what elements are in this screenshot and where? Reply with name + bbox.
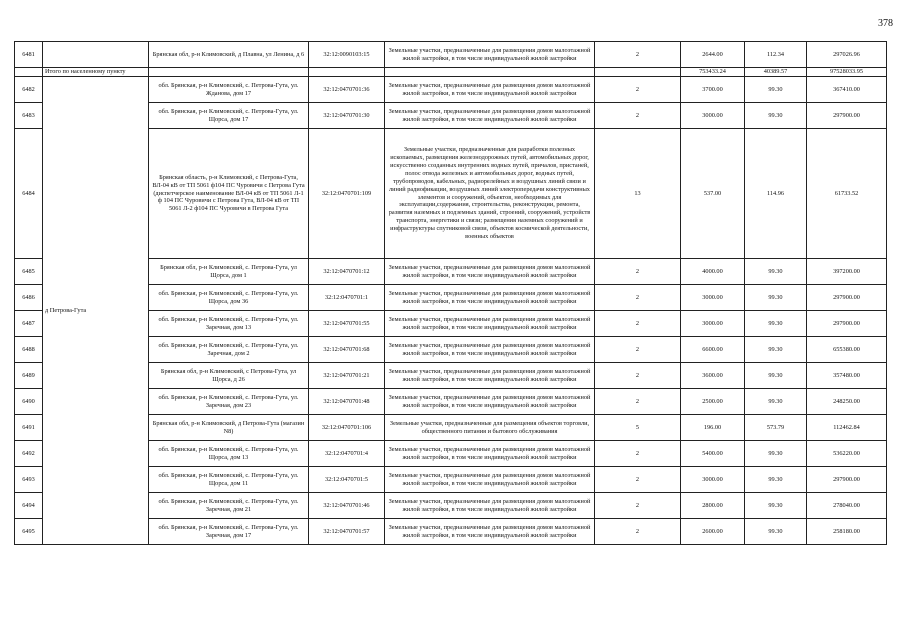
page-number: 378 (878, 18, 893, 29)
cadastral-number-cell: 32:12:0470701:21 (309, 363, 385, 389)
area-cell: 3000.00 (681, 103, 745, 129)
area-cell: 3000.00 (681, 467, 745, 493)
row-number: 6492 (15, 441, 43, 467)
specific-value-cell: 99.30 (745, 103, 807, 129)
land-use-kind-cell: 2 (595, 42, 681, 68)
cadastral-number-cell: 32:12:0470701:30 (309, 103, 385, 129)
land-use-cell: Земельные участки, предназначенные для размещения домов малоэтажной жилой застройки, в том числе индивидуальной жилой застройки (385, 103, 595, 129)
subtotal-empty-cell (149, 68, 309, 77)
land-use-cell: Земельные участки, предназначенные для размещения домов малоэтажной жилой застройки, в том числе индивидуальной жилой застройки (385, 363, 595, 389)
land-use-kind-cell: 2 (595, 389, 681, 415)
settlement-cell (43, 42, 149, 68)
subtotal-empty-cell (309, 68, 385, 77)
land-use-kind-cell: 5 (595, 415, 681, 441)
cadastral-number-cell: 32:12:0470701:36 (309, 77, 385, 103)
subtotal-cadastral-value: 97528033.95 (807, 68, 887, 77)
cadastral-value-table (14, 41, 887, 545)
table-body (15, 42, 887, 545)
land-use-kind-cell: 2 (595, 285, 681, 311)
address-cell: обл. Брянская, р-н Климовский, с. Петрова-Гута, ул. Щорса, дом 11 (149, 467, 309, 493)
specific-value-cell: 573.79 (745, 415, 807, 441)
subtotal-empty-cell (385, 68, 595, 77)
land-use-kind-cell: 2 (595, 77, 681, 103)
land-use-kind-cell: 2 (595, 337, 681, 363)
area-cell: 196.00 (681, 415, 745, 441)
cadastral-value-cell: 655380.00 (807, 337, 887, 363)
address-cell: обл. Брянская, р-н Климовский, с. Петрова-Гута, ул. Заречная, дом 2 (149, 337, 309, 363)
subtotal-num-cell (15, 68, 43, 77)
land-use-cell: Земельные участки, предназначенные для размещения домов малоэтажной жилой застройки, в том числе индивидуальной жилой застройки (385, 389, 595, 415)
land-use-cell: Земельные участки, предназначенные для размещения домов малоэтажной жилой застройки, в том числе индивидуальной жилой застройки (385, 42, 595, 68)
cadastral-number-cell: 32:12:0470701:68 (309, 337, 385, 363)
cadastral-number-cell: 32:12:0470701:57 (309, 519, 385, 545)
specific-value-cell: 99.30 (745, 259, 807, 285)
row-number: 6487 (15, 311, 43, 337)
row-number: 6490 (15, 389, 43, 415)
cadastral-value-cell: 367410.00 (807, 77, 887, 103)
specific-value-cell: 99.30 (745, 493, 807, 519)
cadastral-number-cell: 32:12:0470701:48 (309, 389, 385, 415)
row-number: 6495 (15, 519, 43, 545)
address-cell: обл. Брянская, р-н Климовский, с. Петрова-Гута, ул. Жданова, дом 17 (149, 77, 309, 103)
area-cell: 2644.00 (681, 42, 745, 68)
cadastral-value-cell: 278040.00 (807, 493, 887, 519)
specific-value-cell: 99.30 (745, 441, 807, 467)
row-number: 6484 (15, 129, 43, 259)
row-number: 6483 (15, 103, 43, 129)
cadastral-number-cell: 32:12:0470701:46 (309, 493, 385, 519)
cadastral-value-cell: 297900.00 (807, 311, 887, 337)
area-cell: 4000.00 (681, 259, 745, 285)
address-cell: обл. Брянская, р-н Климовский, с. Петрова-Гута, ул. Заречная, дом 13 (149, 311, 309, 337)
land-use-kind-cell: 2 (595, 103, 681, 129)
address-cell: обл. Брянская, р-н Климовский, с. Петрова-Гута, ул. Щорса, дом 17 (149, 103, 309, 129)
address-cell: Брянская обл, р-н Климовский, д Петрова-Гута (магазин N8) (149, 415, 309, 441)
specific-value-cell: 99.30 (745, 337, 807, 363)
address-cell: обл. Брянская, р-н Климовский, с. Петрова-Гута, ул. Щорса, дом 36 (149, 285, 309, 311)
land-use-cell: Земельные участки, предназначенные для размещения домов малоэтажной жилой застройки, в том числе индивидуальной жилой застройки (385, 311, 595, 337)
area-cell: 3700.00 (681, 77, 745, 103)
land-use-kind-cell: 13 (595, 129, 681, 259)
land-use-cell: Земельные участки, предназначенные для размещения домов малоэтажной жилой застройки, в том числе индивидуальной жилой застройки (385, 493, 595, 519)
cadastral-value-cell: 397200.00 (807, 259, 887, 285)
row-number: 6486 (15, 285, 43, 311)
row-number: 6491 (15, 415, 43, 441)
specific-value-cell: 99.30 (745, 519, 807, 545)
row-number: 6489 (15, 363, 43, 389)
land-use-kind-cell: 2 (595, 467, 681, 493)
address-cell: Брянская обл, р-н Климовский, с. Петрова-Гута, ул Щорса, дом 1 (149, 259, 309, 285)
cadastral-value-cell: 297026.96 (807, 42, 887, 68)
area-cell: 537.00 (681, 129, 745, 259)
cadastral-number-cell: 32:12:0470701:55 (309, 311, 385, 337)
address-cell: обл. Брянская, р-н Климовский, с. Петрова-Гута, ул. Щорса, дом 13 (149, 441, 309, 467)
cadastral-number-cell: 32:12:0470701:12 (309, 259, 385, 285)
land-use-cell: Земельные участки, предназначенные для размещения домов малоэтажной жилой застройки, в том числе индивидуальной жилой застройки (385, 467, 595, 493)
subtotal-empty-cell (595, 68, 681, 77)
specific-value-cell: 99.30 (745, 389, 807, 415)
land-use-cell: Земельные участки, предназначенные для разработки полезных ископаемых, размещения железнодорожных путей, автомобильных дорог, искусственно созданных внутренних водных путей, причалов, пристаней, полос отвода железных и автомобильных дорог, водных путей, трубопроводов, кабельных, радиорелейных и воздушных линий связи и линий радиофикации, воздушных линий электропередачи конструктивных элементов и сооружений, объектов, необходимых для эксплуатации,содержания, строительства, реконструкции, ремонта, развития наземных и подземных зданий, строений, сооружений, устройств транспорта, энергетики и связи; размещения наземных сооружений и инфраструктуры спутниковой связи, объектов космической деятельности, военных объектов (385, 129, 595, 259)
land-use-kind-cell: 2 (595, 493, 681, 519)
area-cell: 2800.00 (681, 493, 745, 519)
land-use-cell: Земельные участки, предназначенные для размещения домов малоэтажной жилой застройки, в том числе индивидуальной жилой застройки (385, 285, 595, 311)
cadastral-value-cell: 297900.00 (807, 467, 887, 493)
row-number: 6481 (15, 42, 43, 68)
address-cell: обл. Брянская, р-н Климовский, с. Петрова-Гута, ул. Заречная, дом 17 (149, 519, 309, 545)
row-number: 6494 (15, 493, 43, 519)
cadastral-number-cell: 32:12:0470701:5 (309, 467, 385, 493)
settlement-name: д Петрова-Гута (43, 77, 149, 545)
cadastral-number-cell: 32:12:0470701:106 (309, 415, 385, 441)
row-number: 6488 (15, 337, 43, 363)
address-cell: обл. Брянская, р-н Климовский, с. Петрова-Гута, ул. Заречная, дом 23 (149, 389, 309, 415)
land-use-cell: Земельные участки, предназначенные для размещения объектов торговли, общественного питания и бытового обслуживания (385, 415, 595, 441)
land-use-kind-cell: 2 (595, 311, 681, 337)
cadastral-number-cell: 32:12:0470701:4 (309, 441, 385, 467)
land-use-cell: Земельные участки, предназначенные для размещения домов малоэтажной жилой застройки, в том числе индивидуальной жилой застройки (385, 77, 595, 103)
land-use-kind-cell: 2 (595, 363, 681, 389)
cadastral-value-cell: 112462.84 (807, 415, 887, 441)
land-use-cell: Земельные участки, предназначенные для размещения домов малоэтажной жилой застройки, в том числе индивидуальной жилой застройки (385, 337, 595, 363)
address-cell: Брянская обл, р-н Климовский, д Плавна, ул Ленина, д 6 (149, 42, 309, 68)
cadastral-number-cell: 32:12:0090103:15 (309, 42, 385, 68)
cadastral-value-cell: 297900.00 (807, 103, 887, 129)
land-use-cell: Земельные участки, предназначенные для размещения домов малоэтажной жилой застройки, в том числе индивидуальной жилой застройки (385, 259, 595, 285)
cadastral-value-cell: 536220.00 (807, 441, 887, 467)
address-cell: обл. Брянская, р-н Климовский, с. Петрова-Гута, ул. Заречная, дом 21 (149, 493, 309, 519)
row-number: 6482 (15, 77, 43, 103)
row-number: 6485 (15, 259, 43, 285)
cadastral-value-cell: 248250.00 (807, 389, 887, 415)
cadastral-value-cell: 258180.00 (807, 519, 887, 545)
table-row (15, 77, 887, 103)
area-cell: 2600.00 (681, 519, 745, 545)
subtotal-area: 753433.24 (681, 68, 745, 77)
specific-value-cell: 99.30 (745, 285, 807, 311)
cadastral-number-cell: 32:12:0470701:109 (309, 129, 385, 259)
land-use-kind-cell: 2 (595, 259, 681, 285)
specific-value-cell: 99.30 (745, 467, 807, 493)
land-use-cell: Земельные участки, предназначенные для размещения домов малоэтажной жилой застройки, в том числе индивидуальной жилой застройки (385, 519, 595, 545)
subtotal-row (15, 68, 887, 77)
address-cell: Брянская область, р-н Климовский, с Петрова-Гута, ВЛ-04 кВ от ТП 5061 ф104 ПС Чуровичи с Петрова Гута (диспетчерское наименование ВЛ-04 кВ от ТП 5061 Л-1 ф 104 ПС Чуровичи с Петрова Гута, ВЛ-04 кВ от ТП 5061 Л-2 ф104 ПС Чуровичи в Петрова Гута (149, 129, 309, 259)
cadastral-value-cell: 357480.00 (807, 363, 887, 389)
area-cell: 2500.00 (681, 389, 745, 415)
subtotal-specific-value: 40389.57 (745, 68, 807, 77)
area-cell: 3000.00 (681, 311, 745, 337)
land-use-kind-cell: 2 (595, 441, 681, 467)
table-row (15, 42, 887, 68)
land-use-kind-cell: 2 (595, 519, 681, 545)
cadastral-value-cell: 61733.52 (807, 129, 887, 259)
cadastral-number-cell: 32:12:0470701:1 (309, 285, 385, 311)
cadastral-value-cell: 297900.00 (807, 285, 887, 311)
specific-value-cell: 99.30 (745, 363, 807, 389)
area-cell: 3600.00 (681, 363, 745, 389)
area-cell: 5400.00 (681, 441, 745, 467)
row-number: 6493 (15, 467, 43, 493)
subtotal-label: Итого по населенному пункту (43, 68, 149, 77)
specific-value-cell: 114.96 (745, 129, 807, 259)
specific-value-cell: 112.34 (745, 42, 807, 68)
address-cell: Брянская обл, р-н Климовский, с Петрова-Гута, ул Щорса, д 26 (149, 363, 309, 389)
area-cell: 6600.00 (681, 337, 745, 363)
specific-value-cell: 99.30 (745, 311, 807, 337)
area-cell: 3000.00 (681, 285, 745, 311)
specific-value-cell: 99.30 (745, 77, 807, 103)
land-use-cell: Земельные участки, предназначенные для размещения домов малоэтажной жилой застройки, в том числе индивидуальной жилой застройки (385, 441, 595, 467)
